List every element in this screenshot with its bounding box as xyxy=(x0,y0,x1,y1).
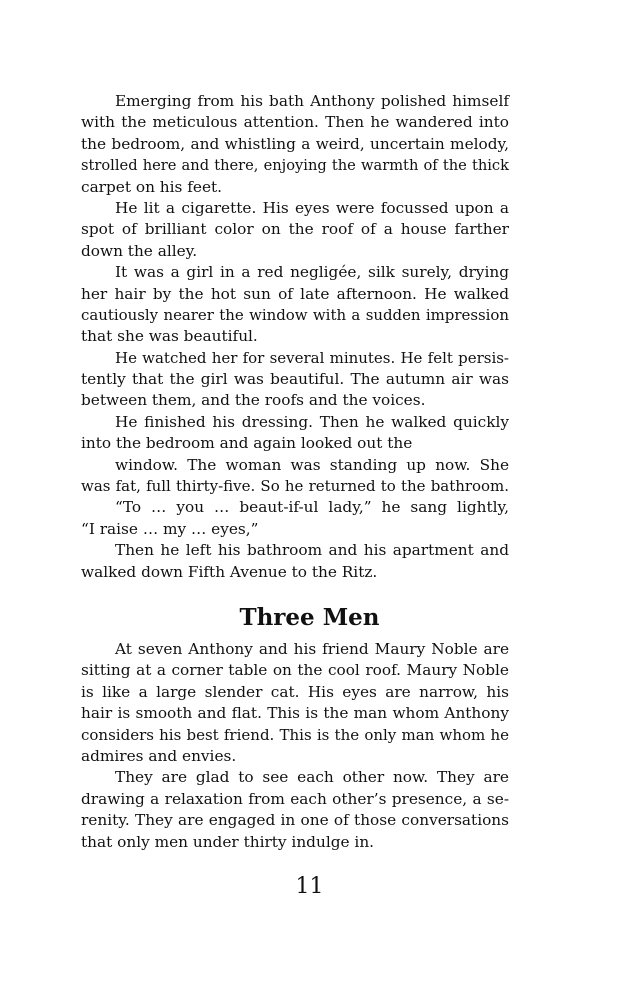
text-line: Emerging from his bath Anthony polished himself xyxy=(115,92,509,110)
text-line: was fat, full thirty-five. So he returned to the bathroom. xyxy=(81,477,509,496)
text-line: spot of brilliant color on the roof of a house farther xyxy=(81,220,509,239)
text-line: is like a large slender cat. His eyes are narrow, his xyxy=(81,682,509,701)
text-line: They are glad to see each other now. They are xyxy=(115,768,509,787)
text-line: Then he left his bathroom and his apartment and xyxy=(115,541,509,560)
text-line: admires and envies. xyxy=(81,746,237,765)
paragraph xyxy=(81,540,509,583)
text-line: cautiously nearer the window with a sudden impression xyxy=(81,305,509,324)
text-line: carpet on his feet. xyxy=(81,177,223,196)
paragraph xyxy=(81,412,509,498)
text-line: “To … you … beaut-if-ul lady,” he sang lightly, xyxy=(115,498,509,517)
text-line: that only men under thirty indulge in. xyxy=(81,832,375,851)
page-number: 11 xyxy=(295,874,324,899)
text-line: her hair by the hot sun of late afternoon. He walked xyxy=(81,284,509,303)
text-line: drawing a relaxation from each other’s presence, a se- xyxy=(81,789,509,808)
paragraph xyxy=(81,348,509,412)
text-line: sitting at a corner table on the cool roof. Maury Noble xyxy=(81,661,509,680)
paragraph xyxy=(81,91,509,198)
text-line: the bedroom, and whistling a weird, uncertain melody, xyxy=(81,134,509,153)
text-line: between them, and the roofs and the voices. xyxy=(81,391,426,410)
text-line: “I raise … my … eyes,” xyxy=(81,519,259,538)
chapter-heading: Three Men xyxy=(239,604,380,631)
paragraph xyxy=(81,639,509,767)
text-line: considers his best friend. This is the only man whom he xyxy=(81,725,509,744)
text-line: He lit a cigarette. His eyes were focussed upon a xyxy=(115,198,509,217)
text-line: renity. They are engaged in one of those conversations xyxy=(81,811,509,830)
text-line: that she was beautiful. xyxy=(81,327,258,346)
text-line: down the alley. xyxy=(81,241,198,260)
text-line: strolled here and there, enjoying the warmth of the thick xyxy=(81,157,509,175)
text-line: walked down Fifth Avenue to the Ritz. xyxy=(81,562,378,581)
text-line: At seven Anthony and his friend Maury Noble are xyxy=(115,640,509,658)
text-section-bath xyxy=(81,91,509,583)
text-line: He finished his dressing. Then he walked quickly xyxy=(115,412,509,431)
text-line: It was a girl in a red negligée, silk surely, drying xyxy=(115,263,509,282)
paragraph xyxy=(81,262,509,348)
text-line: with the meticulous attention. Then he wandered into xyxy=(81,113,509,132)
text-line: into the bedroom and again looked out the xyxy=(81,434,413,453)
text-line: He watched her for several minutes. He felt persis- xyxy=(115,348,509,367)
text-line: window. The woman was standing up now. She xyxy=(115,455,509,474)
paragraph xyxy=(81,497,509,540)
text-section-three-men xyxy=(81,639,509,853)
text-line: hair is smooth and flat. This is the man whom Anthony xyxy=(81,704,509,723)
paragraph xyxy=(81,198,509,262)
paragraph xyxy=(81,767,509,853)
text-line: tently that the girl was beautiful. The autumn air was xyxy=(81,370,509,389)
